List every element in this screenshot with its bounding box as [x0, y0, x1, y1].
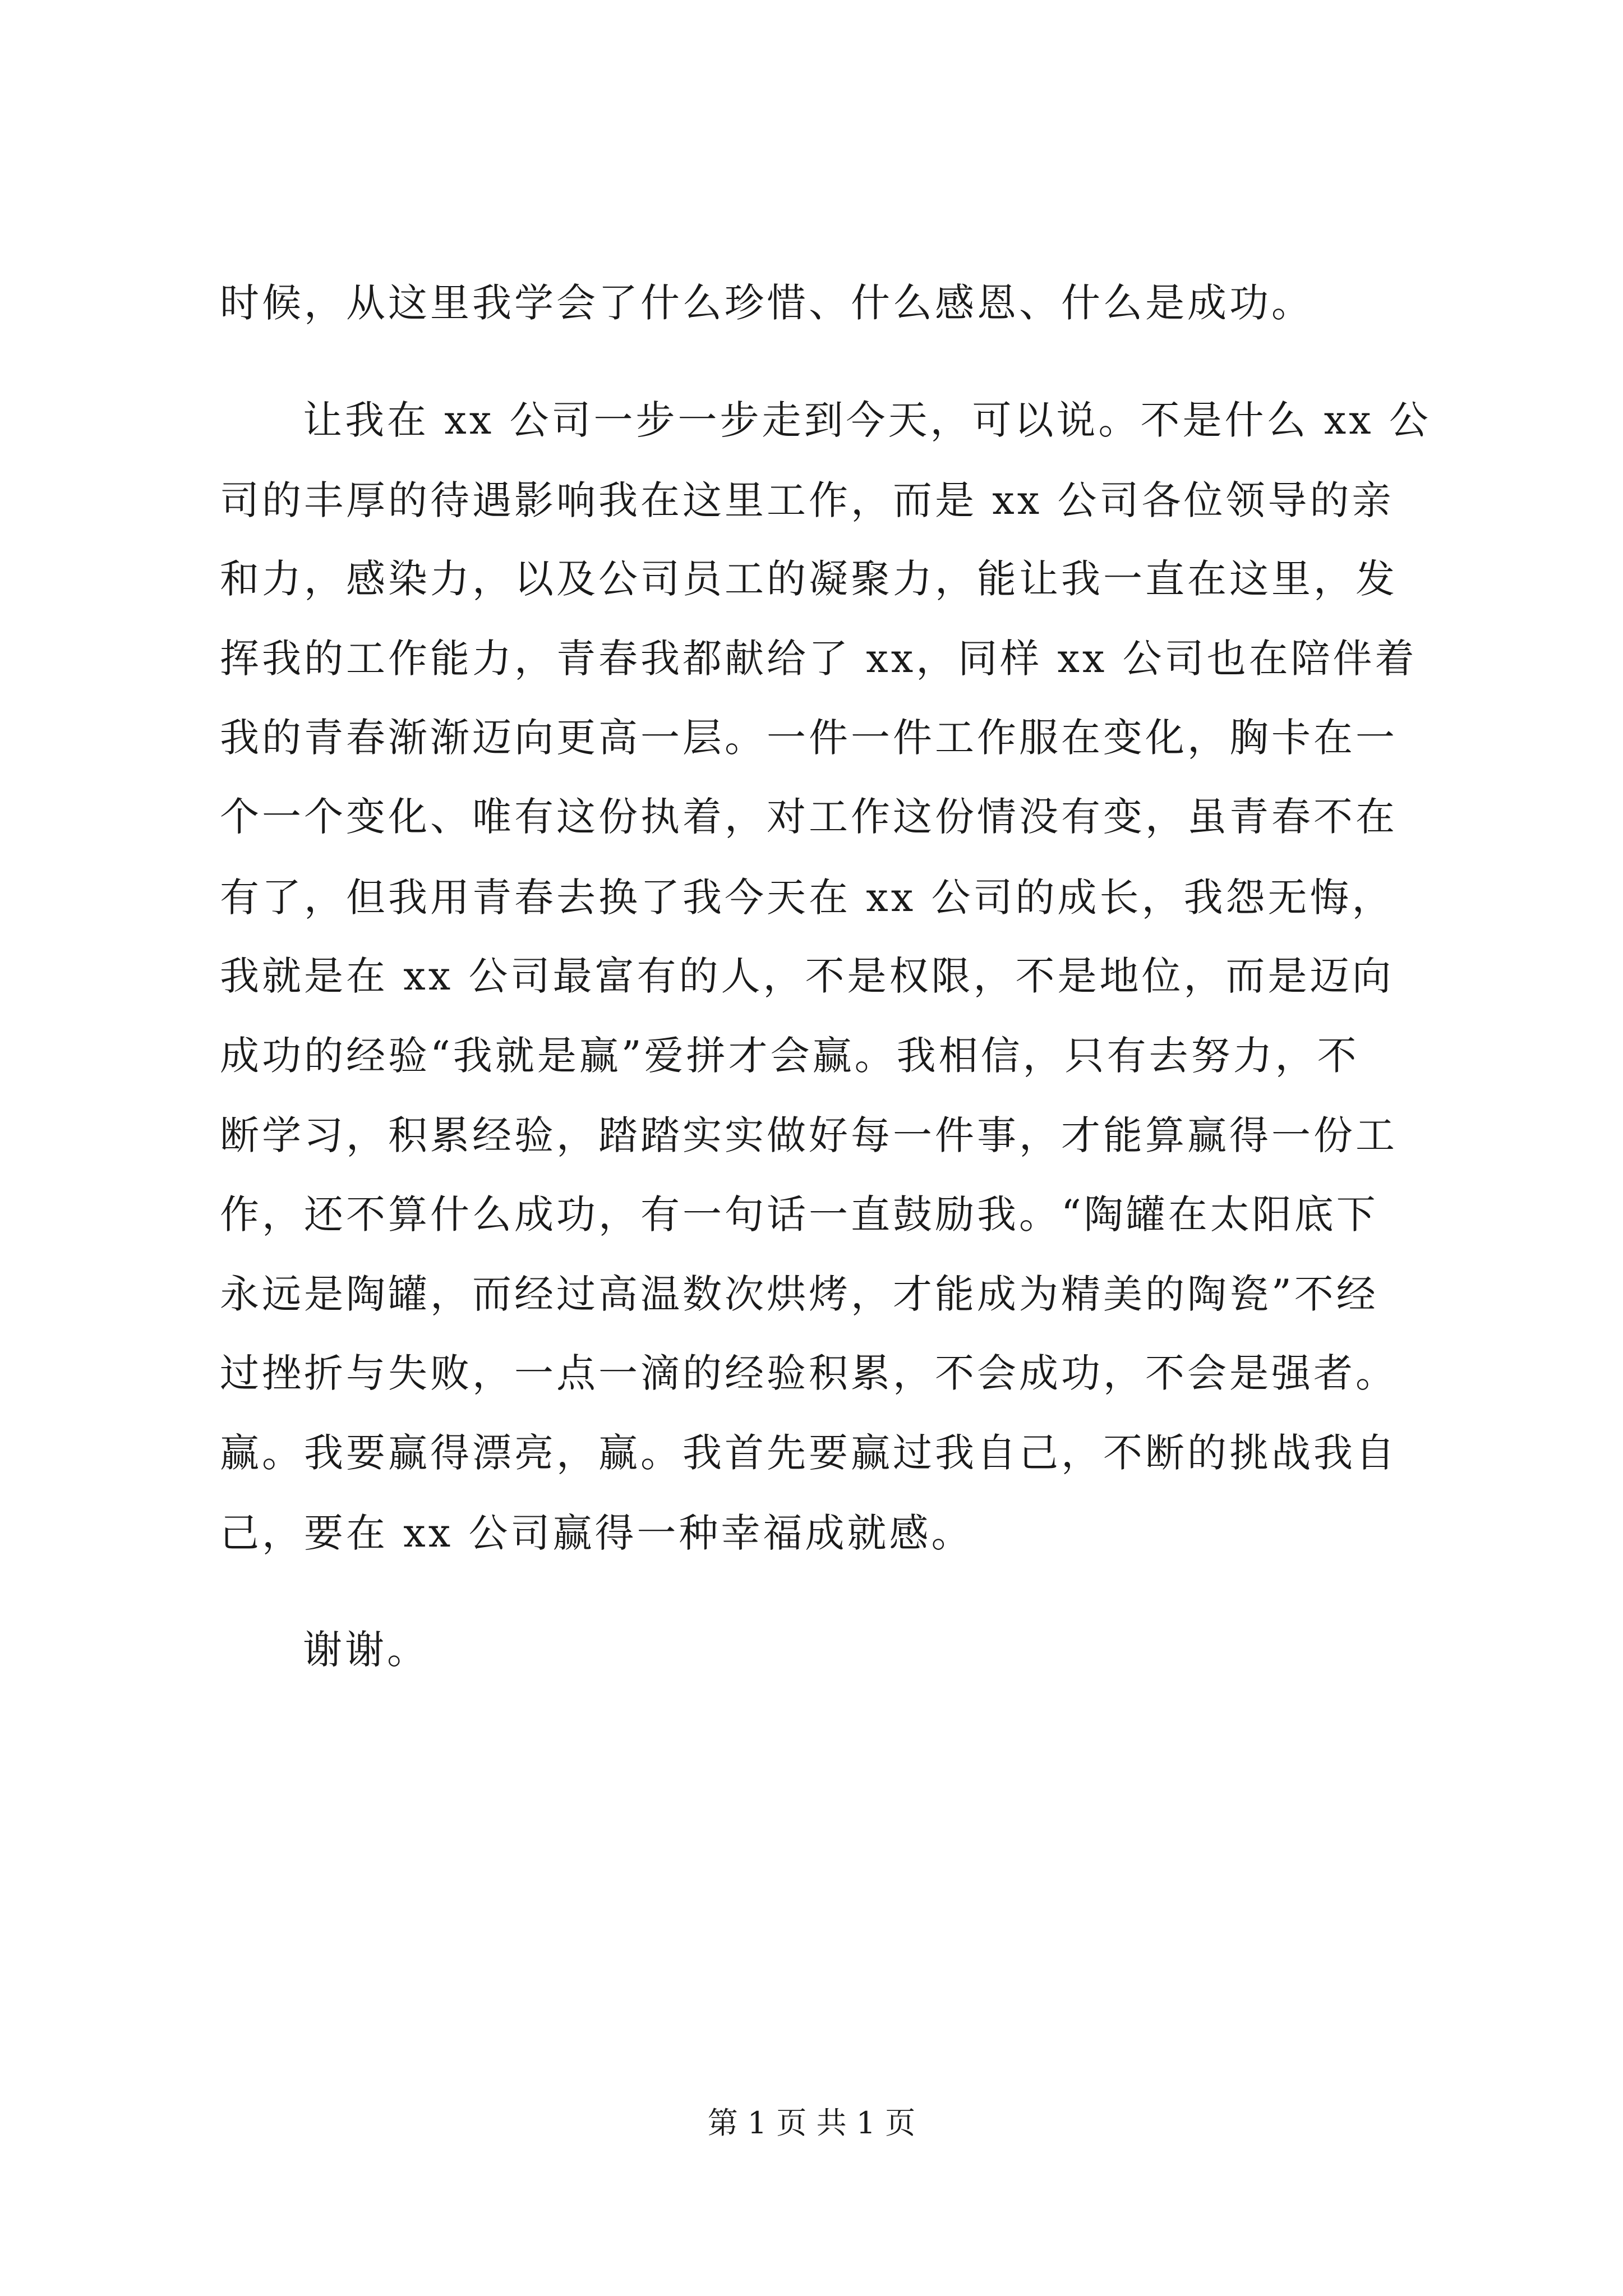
text-line: 时候，从这里我学会了什么珍惜、什么感恩、什么是成功。 [220, 280, 1313, 326]
text-line: 赢。我要赢得漂亮，赢。我首先要赢过我自己，不断的挑战我自 [220, 1430, 1398, 1476]
text-line: 挥我的工作能力，青春我都献给了 xx，同样 xx 公司也在陪伴着 [220, 636, 1417, 682]
text-line: 作，还不算什么成功，有一句话一直鼓励我。“陶罐在太阳底下 [220, 1191, 1378, 1237]
text-line: 有了，但我用青春去换了我今天在 xx 公司的成长，我怨无悔， [220, 875, 1394, 921]
text-line: 我就是在 xx 公司最富有的人，不是权限，不是地位，而是迈向 [220, 953, 1394, 999]
text-line: 过挫折与失败，一点一滴的经验积累，不会成功，不会是强者。 [220, 1350, 1398, 1396]
text-line: 己，要在 xx 公司赢得一种幸福成就感。 [220, 1510, 974, 1556]
text-line: 断学习，积累经验，踏踏实实做好每一件事，才能算赢得一份工 [220, 1112, 1398, 1158]
text-line: 司的丰厚的待遇影响我在这里工作，而是 xx 公司各位领导的亲 [220, 477, 1394, 523]
text-line: 永远是陶罐，而经过高温数次烘烤，才能成为精美的陶瓷”不经 [220, 1271, 1378, 1317]
text-line: 我的青春渐渐迈向更高一层。一件一件工作服在变化，胸卡在一 [220, 715, 1398, 761]
text-line: 和力，感染力，以及公司员工的凝聚力，能让我一直在这里，发 [220, 556, 1398, 602]
text-line: 让我在 xx 公司一步一步走到今天，可以说。不是什么 xx 公 [303, 397, 1431, 443]
text-line: 成功的经验“我就是赢”爱拼才会赢。我相信，只有去努力，不 [220, 1033, 1359, 1079]
closing-thanks: 谢谢。 [303, 1627, 429, 1673]
text-line: 个一个变化、唯有这份执着，对工作这份情没有变，虽青春不在 [220, 794, 1398, 840]
page-number-footer: 第 1 页 共 1 页 [707, 2105, 916, 2141]
